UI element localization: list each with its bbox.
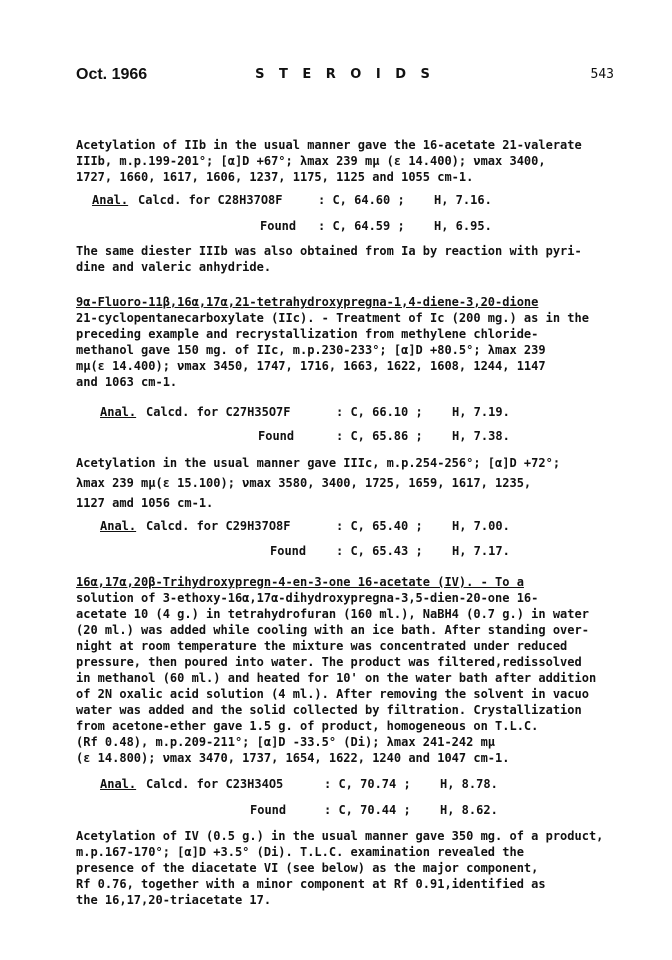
text-line: The same diester IIIb was also obtained from Ia by reaction with pyri- <box>76 244 582 258</box>
calcd-formula: Calcd. for C29H37O8F <box>146 519 291 533</box>
found-hydrogen: H, 8.62. <box>440 803 498 817</box>
paragraph-acetylation-iv <box>76 828 616 908</box>
found-label: Found <box>250 803 287 817</box>
text-line: presence of the diacetate VI (see below) as the major component, <box>76 861 539 875</box>
anal-label: Anal. <box>100 519 137 533</box>
compound-heading-line: 9α-Fluoro-11β,16α,17α,21-tetrahydroxypregna-1,4-diene-3,20-dione <box>76 295 539 309</box>
text-line: from acetone-ether gave 1.5 g. of product, homogeneous on T.L.C. <box>76 719 539 733</box>
found-label: Found <box>258 429 295 443</box>
paragraph-compound-iic <box>76 294 616 390</box>
text-line: (ε 14.800); νmax 3470, 1737, 1654, 1622, 1240 and 1047 cm-1. <box>76 751 510 765</box>
text-line: λmax 239 mμ(ε 15.100); νmax 3580, 3400, 1725, 1659, 1617, 1235, <box>76 476 532 490</box>
text-line: dine and valeric anhydride. <box>76 260 272 274</box>
header-page-number: 543 <box>590 67 614 82</box>
text-line: 1727, 1660, 1617, 1606, 1237, 1175, 1125 and 1055 cm-1. <box>76 170 474 184</box>
text-line: preceding example and recrystallization from methylene chloride- <box>76 327 539 341</box>
text-line: IIIb, m.p.199-201°; [α]D +67°; λmax 239 mμ (ε 14.400); νmax 3400, <box>76 154 546 168</box>
found-label: Found <box>260 219 297 233</box>
paragraph-compound-iv <box>76 574 616 766</box>
calcd-hydrogen: H, 7.16. <box>434 193 492 207</box>
text-line: pressure, then poured into water. The product was filtered,redissolved <box>76 655 582 669</box>
compound-heading-line <box>76 574 616 590</box>
text-line: and 1063 cm-1. <box>76 375 178 389</box>
calcd-carbon: : C, 65.40 ; <box>336 519 423 533</box>
anal-label: Anal. <box>100 405 137 419</box>
found-hydrogen: H, 7.38. <box>452 429 510 443</box>
found-carbon: : C, 65.86 ; <box>336 429 423 443</box>
anal-label: Anal. <box>92 193 129 207</box>
text-line: night at room temperature the mixture was concentrated under reduced <box>76 639 568 653</box>
text-line: solution of 3-ethoxy-16α,17α-dihydroxypregna-3,5-dien-20-one 16- <box>76 591 539 605</box>
calcd-hydrogen: H, 7.19. <box>452 405 510 419</box>
text-line: methanol gave 150 mg. of IIc, m.p.230-233°; [α]D +80.5°; λmax 239 <box>76 343 546 357</box>
anal-label: Anal. <box>100 777 137 791</box>
text-line: of 2N oxalic acid solution (4 ml.). After removing the solvent in vacuo <box>76 687 589 701</box>
calcd-formula: Calcd. for C28H37O8F <box>138 193 283 207</box>
calcd-hydrogen: H, 7.00. <box>452 519 510 533</box>
found-hydrogen: H, 6.95. <box>434 219 492 233</box>
running-header <box>76 66 614 86</box>
calcd-hydrogen: H, 8.78. <box>440 777 498 791</box>
found-carbon: : C, 65.43 ; <box>336 544 423 558</box>
text-line: Acetylation of IV (0.5 g.) in the usual manner gave 350 mg. of a product, <box>76 829 604 843</box>
calcd-carbon: : C, 64.60 ; <box>318 193 405 207</box>
compound-heading: 16α,17α,20β-Trihydroxypregn-4-en-3-one 16-acetate (IV). - To a <box>76 575 524 589</box>
text-line: Rf 0.76, together with a minor component at Rf 0.91,identified as <box>76 877 546 891</box>
header-date: Oct. 1966 <box>76 66 148 83</box>
paragraph-acetylation-iic <box>76 455 616 511</box>
found-label: Found <box>270 544 307 558</box>
text-line: water was added and the solid collected by filtration. Crystallization <box>76 703 582 717</box>
text-line: 21-cyclopentanecarboxylate (IIc). - Treatment of Ic (200 mg.) as in the <box>76 311 589 325</box>
found-carbon: : C, 64.59 ; <box>318 219 405 233</box>
text-line: mμ(ε 14.400); νmax 3450, 1747, 1716, 1663, 1622, 1608, 1244, 1147 <box>76 359 546 373</box>
text-line: in methanol (60 ml.) and heated for 10' on the water bath after addition <box>76 671 597 685</box>
calcd-carbon: : C, 70.74 ; <box>324 777 411 791</box>
calcd-carbon: : C, 66.10 ; <box>336 405 423 419</box>
text-line: (20 ml.) was added while cooling with an ice bath. After standing over- <box>76 623 589 637</box>
found-carbon: : C, 70.44 ; <box>324 803 411 817</box>
text-line: Acetylation in the usual manner gave IIIc, m.p.254-256°; [α]D +72°; <box>76 456 561 470</box>
text-line: the 16,17,20-triacetate 17. <box>76 893 272 907</box>
text-line: 1127 amd 1056 cm-1. <box>76 496 214 510</box>
found-hydrogen: H, 7.17. <box>452 544 510 558</box>
paragraph-acetylation-iib <box>76 137 616 185</box>
text-line: (Rf 0.48), m.p.209-211°; [α]D -33.5° (Di); λmax 241-242 mμ <box>76 735 496 749</box>
text-line: Acetylation of IIb in the usual manner gave the 16-acetate 21-valerate <box>76 138 582 152</box>
paragraph-diester <box>76 243 616 275</box>
text-line: m.p.167-170°; [α]D +3.5° (Di). T.L.C. examination revealed the <box>76 845 524 859</box>
header-journal-title: S T E R O I D S <box>255 67 435 82</box>
text-line: acetate 10 (4 g.) in tetrahydrofuran (160 ml.), NaBH4 (0.7 g.) in water <box>76 607 589 621</box>
calcd-formula: Calcd. for C27H35O7F <box>146 405 291 419</box>
calcd-formula: Calcd. for C23H34O5 <box>146 777 284 791</box>
